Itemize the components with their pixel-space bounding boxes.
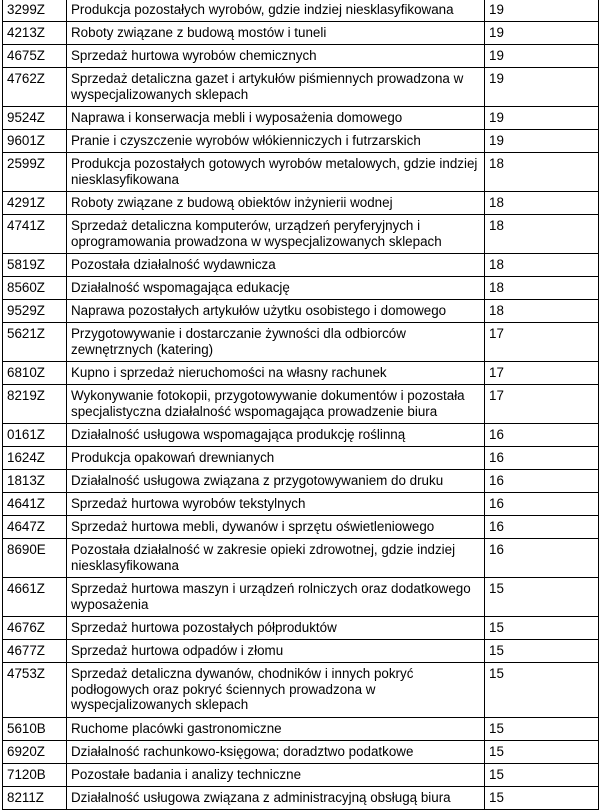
code-cell: 4676Z (3, 617, 67, 640)
table-row (3, 215, 599, 254)
description-cell: Pozostała działalność wydawnicza (67, 254, 485, 277)
description-cell: Roboty związane z budową obiektów inżynierii wodnej (67, 192, 485, 215)
description-cell: Działalność usługowa związana z przygotowywaniem do druku (67, 470, 485, 493)
count-cell: 16 (485, 539, 599, 578)
table-row (3, 741, 599, 764)
pkd-table (2, 0, 599, 810)
table-row (3, 192, 599, 215)
description-cell: Działalność usługowa wspomagająca produkcję roślinną (67, 424, 485, 447)
count-cell: 18 (485, 153, 599, 192)
count-cell: 15 (485, 663, 599, 718)
code-cell: 6810Z (3, 362, 67, 385)
count-cell: 18 (485, 277, 599, 300)
table-row (3, 493, 599, 516)
count-cell: 18 (485, 215, 599, 254)
code-cell: 1813Z (3, 470, 67, 493)
code-cell: 4647Z (3, 516, 67, 539)
description-cell: Kupno i sprzedaż nieruchomości na własny rachunek (67, 362, 485, 385)
count-cell: 19 (485, 45, 599, 68)
code-cell: 8219Z (3, 385, 67, 424)
table-row (3, 300, 599, 323)
code-cell: 4677Z (3, 640, 67, 663)
description-cell: Sprzedaż hurtowa mebli, dywanów i sprzętu oświetleniowego (67, 516, 485, 539)
code-cell: 5610B (3, 718, 67, 741)
table-row (3, 0, 599, 22)
table-row (3, 447, 599, 470)
count-cell: 16 (485, 493, 599, 516)
table-row (3, 22, 599, 45)
count-cell: 15 (485, 764, 599, 787)
description-cell: Sprzedaż hurtowa maszyn i urządzeń rolniczych oraz dodatkowego wyposażenia (67, 578, 485, 617)
table-row (3, 277, 599, 300)
code-cell: 9524Z (3, 107, 67, 130)
description-cell: Sprzedaż detaliczna komputerów, urządzeń peryferyjnych i oprogramowania prowadzona w wyspecjalizowanych sklepach (67, 215, 485, 254)
description-cell: Pranie i czyszczenie wyrobów włókienniczych i futrzarskich (67, 130, 485, 153)
table-row (3, 470, 599, 493)
code-cell: 5819Z (3, 254, 67, 277)
count-cell: 15 (485, 640, 599, 663)
table-row (3, 385, 599, 424)
description-cell: Wykonywanie fotokopii, przygotowywanie dokumentów i pozostała specjalistyczna działalność wspomagająca prowadzenie biura (67, 385, 485, 424)
count-cell: 15 (485, 718, 599, 741)
count-cell: 19 (485, 130, 599, 153)
count-cell: 19 (485, 22, 599, 45)
description-cell: Działalność rachunkowo-księgowa; doradztwo podatkowe (67, 741, 485, 764)
table-row (3, 45, 599, 68)
table-row (3, 130, 599, 153)
description-cell: Sprzedaż hurtowa odpadów i złomu (67, 640, 485, 663)
description-cell: Pozostałe badania i analizy techniczne (67, 764, 485, 787)
code-cell: 4661Z (3, 578, 67, 617)
table-row (3, 516, 599, 539)
code-cell: 8560Z (3, 277, 67, 300)
count-cell: 16 (485, 470, 599, 493)
description-cell: Produkcja opakowań drewnianych (67, 447, 485, 470)
description-cell: Produkcja pozostałych gotowych wyrobów metalowych, gdzie indziej niesklasyfikowana (67, 153, 485, 192)
code-cell: 5621Z (3, 323, 67, 362)
table-row (3, 107, 599, 130)
table-row (3, 362, 599, 385)
count-cell: 15 (485, 578, 599, 617)
table-row (3, 663, 599, 718)
count-cell: 18 (485, 254, 599, 277)
table-body (3, 0, 599, 810)
code-cell: 9529Z (3, 300, 67, 323)
description-cell: Sprzedaż hurtowa wyrobów tekstylnych (67, 493, 485, 516)
count-cell: 18 (485, 300, 599, 323)
description-cell: Naprawa pozostałych artykułów użytku osobistego i domowego (67, 300, 485, 323)
table-row (3, 578, 599, 617)
table-row (3, 539, 599, 578)
table-row (3, 323, 599, 362)
table-row (3, 640, 599, 663)
table-row (3, 153, 599, 192)
code-cell: 8690E (3, 539, 67, 578)
table-row (3, 787, 599, 810)
table-row (3, 254, 599, 277)
table-row (3, 718, 599, 741)
code-cell: 0161Z (3, 424, 67, 447)
description-cell: Pozostała działalność w zakresie opieki zdrowotnej, gdzie indziej niesklasyfikowana (67, 539, 485, 578)
table-row (3, 617, 599, 640)
description-cell: Ruchome placówki gastronomiczne (67, 718, 485, 741)
code-cell: 8211Z (3, 787, 67, 810)
description-cell: Sprzedaż hurtowa wyrobów chemicznych (67, 45, 485, 68)
count-cell: 16 (485, 424, 599, 447)
code-cell: 4291Z (3, 192, 67, 215)
code-cell: 2599Z (3, 153, 67, 192)
count-cell: 16 (485, 516, 599, 539)
description-cell: Roboty związane z budową mostów i tuneli (67, 22, 485, 45)
code-cell: 4675Z (3, 45, 67, 68)
code-cell: 4641Z (3, 493, 67, 516)
code-cell: 3299Z (3, 0, 67, 22)
count-cell: 17 (485, 385, 599, 424)
description-cell: Działalność wspomagająca edukację (67, 277, 485, 300)
count-cell: 15 (485, 741, 599, 764)
table-row (3, 424, 599, 447)
count-cell: 18 (485, 192, 599, 215)
code-cell: 6920Z (3, 741, 67, 764)
count-cell: 17 (485, 362, 599, 385)
code-cell: 4753Z (3, 663, 67, 718)
count-cell: 19 (485, 107, 599, 130)
description-cell: Przygotowywanie i dostarczanie żywności dla odbiorców zewnętrznych (katering) (67, 323, 485, 362)
description-cell: Działalność usługowa związana z administracyjną obsługą biura (67, 787, 485, 810)
description-cell: Naprawa i konserwacja mebli i wyposażenia domowego (67, 107, 485, 130)
count-cell: 16 (485, 447, 599, 470)
code-cell: 9601Z (3, 130, 67, 153)
code-cell: 7120B (3, 764, 67, 787)
table-row (3, 68, 599, 107)
count-cell: 19 (485, 0, 599, 22)
description-cell: Produkcja pozostałych wyrobów, gdzie indziej niesklasyfikowana (67, 0, 485, 22)
code-cell: 1624Z (3, 447, 67, 470)
count-cell: 19 (485, 68, 599, 107)
description-cell: Sprzedaż detaliczna gazet i artykułów piśmiennych prowadzona w wyspecjalizowanych sklepach (67, 68, 485, 107)
code-cell: 4741Z (3, 215, 67, 254)
count-cell: 15 (485, 787, 599, 810)
code-cell: 4213Z (3, 22, 67, 45)
table-row (3, 764, 599, 787)
description-cell: Sprzedaż hurtowa pozostałych półproduktów (67, 617, 485, 640)
code-cell: 4762Z (3, 68, 67, 107)
count-cell: 17 (485, 323, 599, 362)
count-cell: 15 (485, 617, 599, 640)
description-cell: Sprzedaż detaliczna dywanów, chodników i innych pokryć podłogowych oraz pokryć ściennych prowadzona w wyspecjalizowanych sklepach (67, 663, 485, 718)
